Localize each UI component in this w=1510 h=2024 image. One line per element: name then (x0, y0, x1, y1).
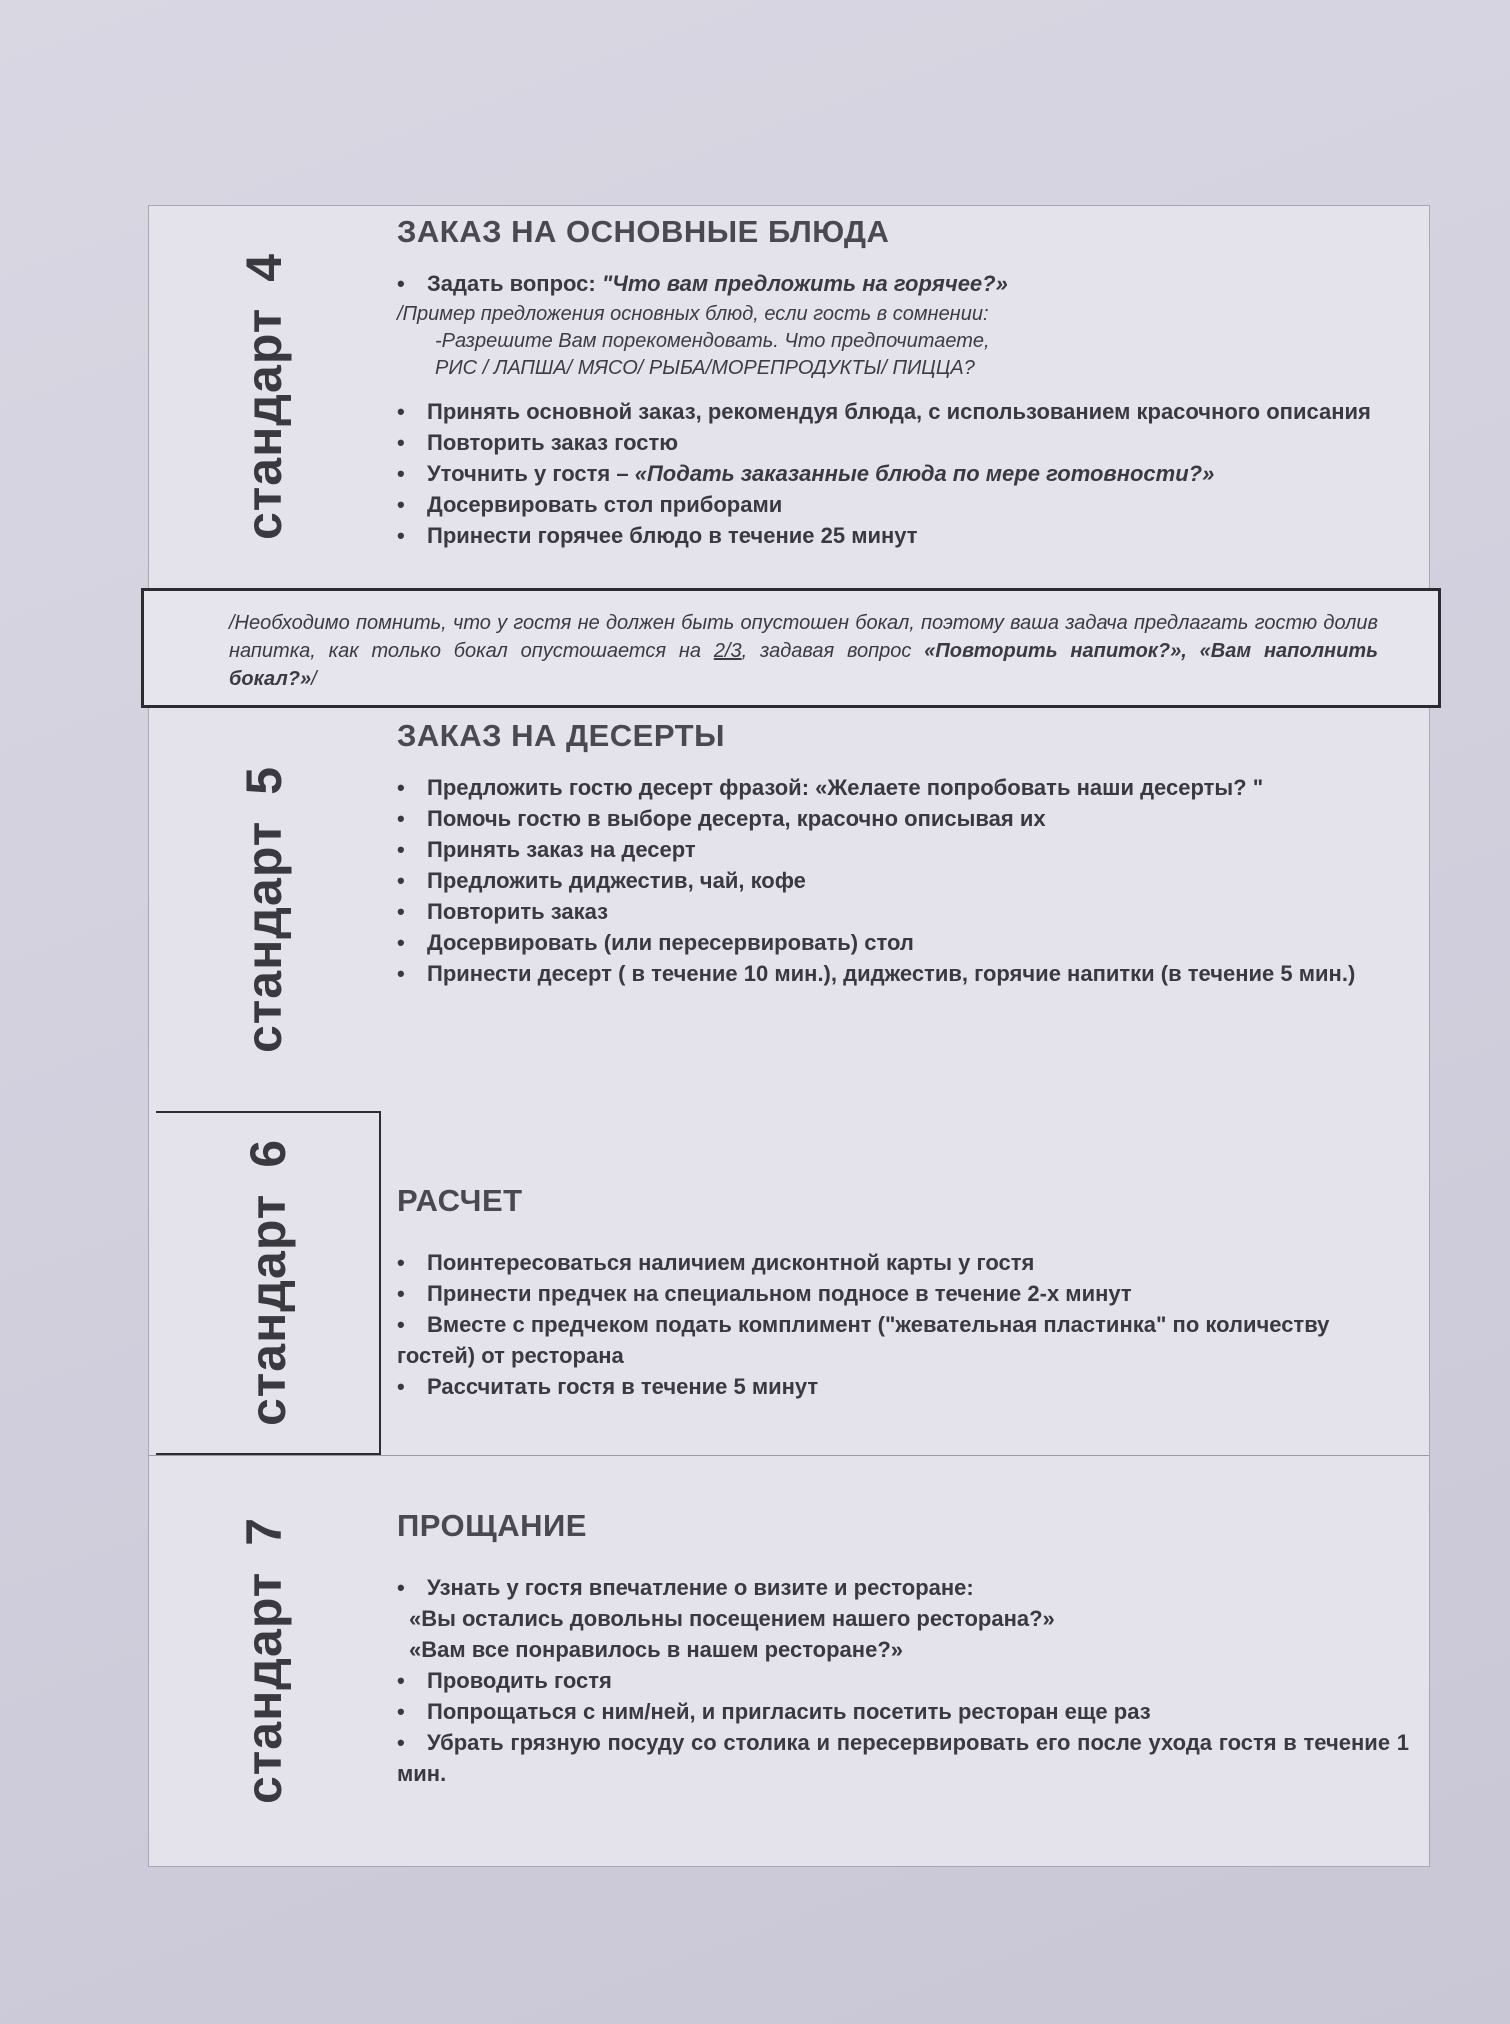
standard-5-label (149, 708, 379, 1111)
standard-word: стандарт (236, 1571, 292, 1805)
bullet-list (397, 268, 1409, 299)
list-item: • Повторить заказ гостю (397, 430, 679, 455)
standard-6-label (156, 1111, 381, 1455)
bullet-list (397, 1572, 1409, 1603)
standard-number: 6 (239, 1139, 296, 1168)
list-item: • Убрать грязную посуду со столика и пересервировать его после ухода гостя в течение 1 мин. (397, 1730, 1409, 1786)
standard-7-content (397, 1508, 1409, 1789)
list-item: • Поинтересоваться наличием дисконтной карты у гостя (397, 1250, 1035, 1275)
example-note: /Пример предложения основных блюд, если гость в сомнении: -Разрешите Вам порекомендовать. Что предпочитаете, РИС / ЛАПША/ МЯСО/ РЫБА/МОРЕПРОДУКТЫ/ ПИЦЦА? (397, 303, 990, 379)
list-item: • Принести предчек на специальном подносе в течение 2-х минут (397, 1281, 1132, 1306)
list-item: • Вместе с предчеком подать комплимент ("жевательная пластинка" по количеству гостей) от ресторана (397, 1312, 1330, 1368)
list-item: • Принять основной заказ, рекомендуя блюда, с использованием красочного описания (397, 399, 1371, 424)
standard-number: 4 (236, 253, 292, 282)
section-title: ПРОЩАНИЕ (397, 1508, 587, 1543)
bullet-list (397, 772, 1409, 989)
section-title: ЗАКАЗ НА ОСНОВНЫЕ БЛЮДА (397, 214, 890, 249)
standard-4-section (149, 206, 1429, 588)
list-item: • Попрощаться с ним/ней, и пригласить посетить ресторан еще раз (397, 1699, 1151, 1724)
list-item: • Принести горячее блюдо в течение 25 минут (397, 523, 918, 548)
list-item: • Принести десерт ( в течение 10 мин.), диджестив, горячие напитки (в течение 5 мин.) (397, 961, 1356, 986)
list-item: • Принять заказ на десерт (397, 837, 696, 862)
standard-7-label (149, 1456, 379, 1866)
standard-4-label (149, 206, 379, 588)
standard-6-content (397, 1183, 1409, 1402)
list-item: • Повторить заказ (397, 899, 609, 924)
list-item: • Узнать у гостя впечатление о визите и ресторане: (397, 1575, 974, 1600)
standard-5-content (397, 718, 1409, 989)
standard-number: 7 (236, 1517, 292, 1546)
section-title: ЗАКАЗ НА ДЕСЕРТЫ (397, 718, 725, 753)
list-item: • Досервировать (или пересервировать) стол (397, 930, 914, 955)
list-item: • Досервировать стол приборами (397, 492, 783, 517)
list-item: • Проводить гостя (397, 1668, 612, 1693)
standard-number: 5 (236, 766, 292, 795)
bullet-list (397, 396, 1409, 551)
standard-7-section (149, 1456, 1429, 1866)
bullet-list (397, 1665, 1409, 1789)
standard-6-section (149, 1111, 1429, 1456)
reminder-callout (141, 588, 1441, 708)
document-sheet (148, 205, 1430, 1867)
list-item: • Предложить гостю десерт фразой: «Желаете попробовать наши десерты? " (397, 775, 1264, 800)
list-item: • Предложить диджестив, чай, кофе (397, 868, 806, 893)
standard-word: стандарт (239, 1193, 296, 1427)
standard-5-section (149, 708, 1429, 1111)
guest-question: «Вам все понравилось в нашем ресторане?» (409, 1637, 903, 1662)
list-item: • Рассчитать гостя в течение 5 минут (397, 1374, 819, 1399)
bullet-list (397, 1247, 1409, 1402)
list-item: • Помочь гостю в выборе десерта, красочно описывая их (397, 806, 1046, 831)
list-item: • Задать вопрос: "Что вам предложить на горячее?» (397, 271, 1008, 296)
standard-4-content (397, 214, 1409, 551)
list-item: • Уточнить у гостя – «Подать заказанные блюда по мере готовности?» (397, 461, 1215, 486)
section-title: РАСЧЕТ (397, 1183, 523, 1218)
standard-word: стандарт (236, 820, 292, 1053)
standard-word: стандарт (236, 307, 292, 541)
guest-question: «Вы остались довольны посещением нашего ресторана?» (409, 1606, 1055, 1631)
callout-text: /Необходимо помнить, что у гостя не должен быть опустошен бокал, поэтому ваша задача предлагать гостю долив напитка, как только бокал опустошается на 2/3, задавая вопрос «Повторить напиток?», «Вам наполнить бокал?»/ (229, 612, 1378, 690)
